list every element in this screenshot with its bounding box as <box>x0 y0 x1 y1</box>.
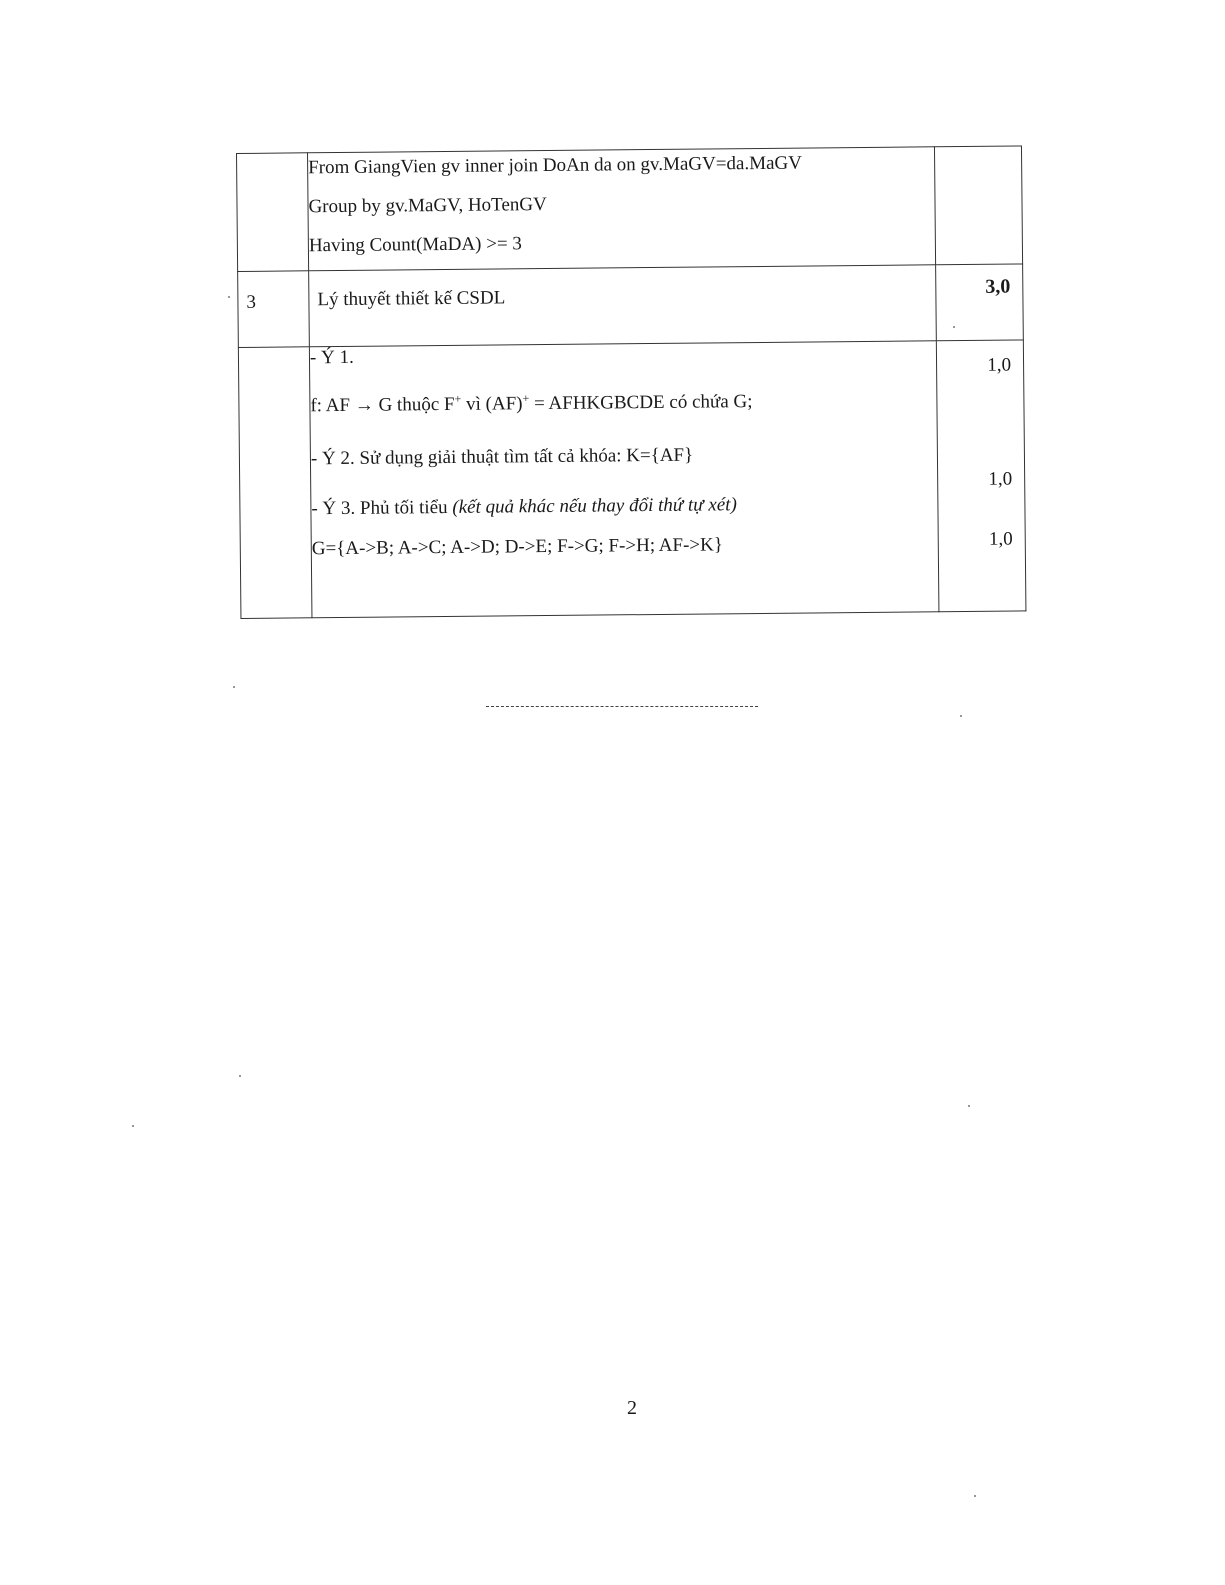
sql-content-cell <box>308 147 936 271</box>
sql-score-cell <box>934 146 1022 265</box>
y3-label: - Ý 3. Phủ tối tiểu <box>311 496 453 520</box>
section-3-content-score-cell <box>936 340 1026 612</box>
y1-text-a: f: AF → G thuộc F <box>310 393 455 417</box>
scan-speck <box>968 1105 970 1107</box>
section-3-header-row <box>238 264 1024 348</box>
scan-speck <box>228 296 230 298</box>
y2-text: - Ý 2. Sử dụng giải thuật tìm tất cả khóa: K={AF} <box>310 444 694 470</box>
section-3-total-score: 3,0 <box>936 264 1024 341</box>
sql-line-from: From GiangVien gv inner join DoAn da on gv.MaGV=da.MaGV <box>308 152 803 179</box>
scan-speck <box>974 1495 976 1497</box>
y1-text <box>310 387 936 448</box>
scan-speck <box>960 715 962 717</box>
sql-line-group-by: Group by gv.MaGV, HoTenGV <box>308 194 547 218</box>
section-3-content-number-cell <box>238 347 312 619</box>
y1-text-c: = AFHKGBCDE có chứa G; <box>529 391 753 415</box>
sql-number-cell <box>237 153 309 272</box>
y3-result: G={A->B; A->C; A->D; D->E; F->G; F->H; AF->K} <box>311 534 724 560</box>
section-3-content-row <box>238 340 1026 619</box>
section-3-number: 3 <box>238 271 310 348</box>
answer-table <box>236 145 1026 619</box>
score-y3: 1,0 <box>988 528 1013 550</box>
scan-speck <box>233 686 235 688</box>
y3-text <box>311 492 937 538</box>
y1-heading: - Ý 1. <box>309 346 354 369</box>
score-y2: 1,0 <box>988 468 1013 490</box>
sql-line-having: Having Count(MaDA) >= 3 <box>308 233 522 257</box>
y1-sup-2: + <box>522 391 530 406</box>
section-3-title: Lý thuyết thiết kế CSDL <box>309 265 937 347</box>
y1-text-b: vì (AF) <box>461 393 523 415</box>
scan-speck <box>239 1075 241 1077</box>
scan-speck <box>953 326 955 328</box>
end-divider <box>486 706 758 707</box>
page-number: 2 <box>627 1397 637 1419</box>
sql-row <box>237 146 1023 272</box>
section-3-content-cell <box>309 341 939 618</box>
score-y1: 1,0 <box>987 354 1012 376</box>
scan-speck <box>132 1125 134 1127</box>
y3-note: (kết quả khác nếu thay đổi thứ tự xét) <box>452 494 737 518</box>
y1-sup-1: + <box>454 391 462 406</box>
